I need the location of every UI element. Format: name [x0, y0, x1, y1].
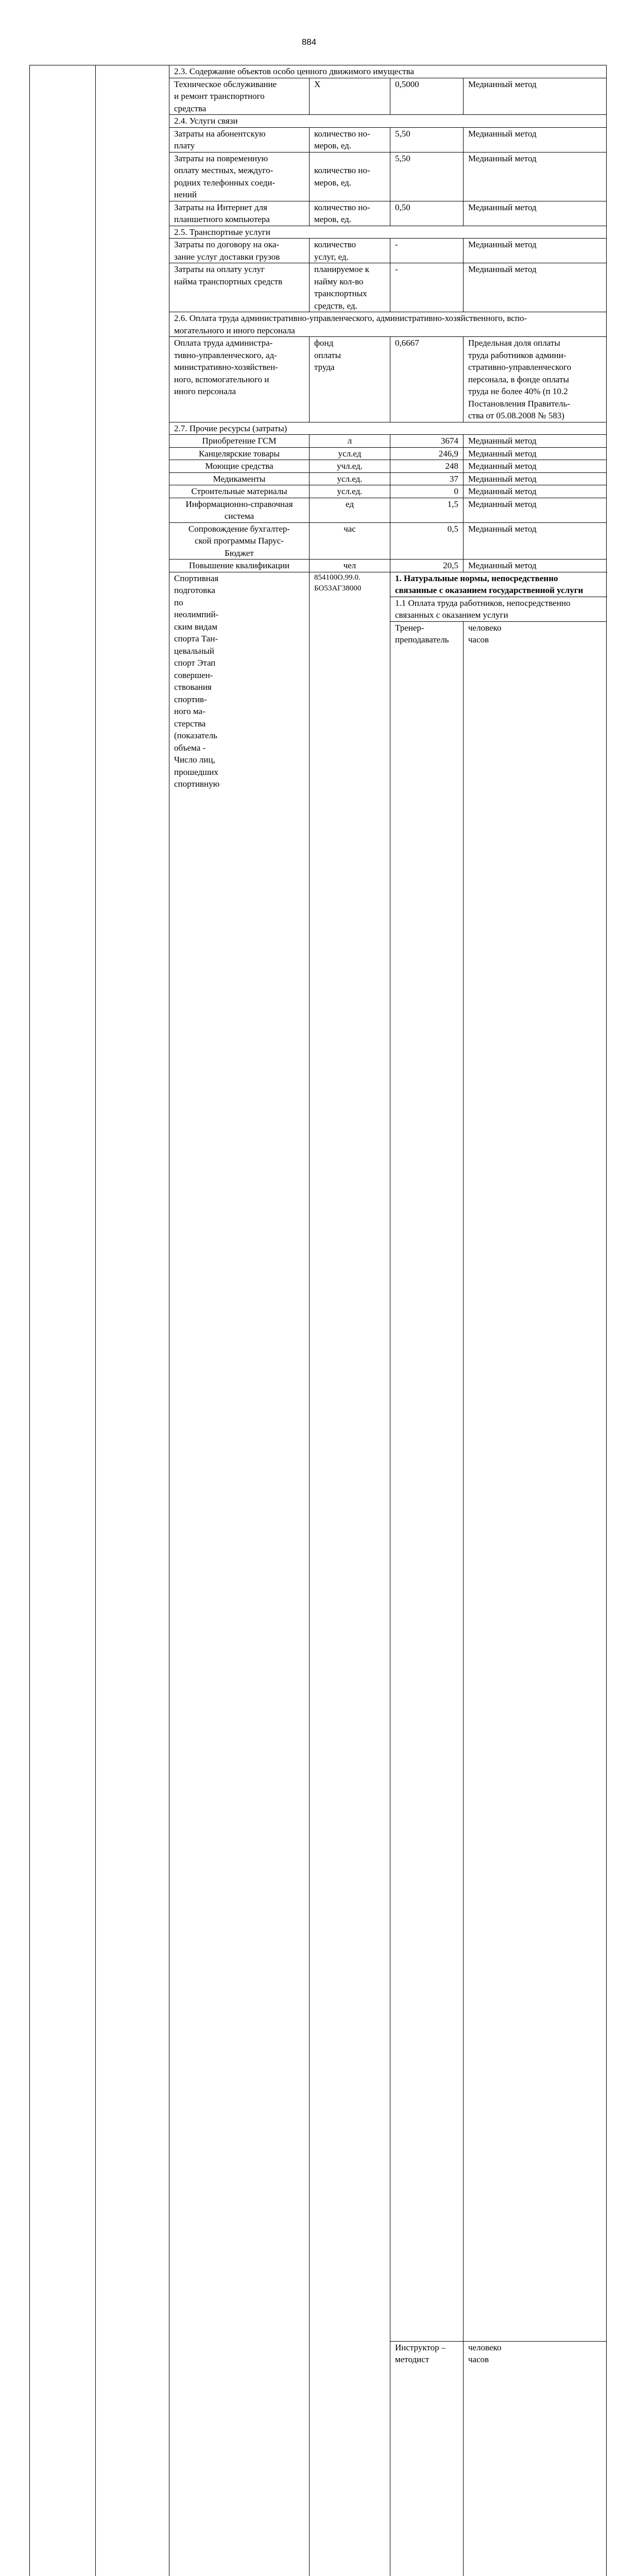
service-code: 854100О.99.0. БО53АГ38000	[310, 572, 390, 2576]
service-code-cell-empty	[96, 65, 169, 2576]
service-name: Спортивная подготовка по неолимпий- ским видам спорта Тан- цевальный спорт Этап совершен- ствования спортив- ного ма- стерства (показатель объема - Число лиц, прошедших спортивную	[169, 572, 310, 2576]
section-2-6-heading: 2.6. Оплата труда административно-управленческого, административно-хозяйственного, вспо- могательного и иного персонала	[169, 312, 607, 337]
cost-unit: фонд оплаты труда	[310, 337, 390, 422]
cost-value: -	[390, 263, 464, 312]
norms-table	[29, 65, 607, 2576]
cost-unit: количество но- меров, ед.	[310, 152, 390, 201]
cost-unit: ед	[310, 498, 390, 522]
page-number: 884	[0, 37, 618, 47]
cost-name: Техническое обслуживание и ремонт транспортного средства	[169, 78, 310, 115]
cost-value: 0,5	[390, 522, 464, 560]
section-2-4-heading: 2.4. Услуги связи	[169, 115, 607, 128]
cost-value: 37	[390, 472, 464, 485]
cost-name: Тренер-преподаватель	[390, 621, 464, 2341]
cost-value: 5,50	[390, 127, 464, 152]
cost-unit: усл.ед.	[310, 472, 390, 485]
cost-value: 5,50	[390, 152, 464, 201]
cost-method: Предельная доля оплаты труда работников админи- стративно-управленческого персонала, в фонде оплаты труда не более 40% (п 10.2 Постановления Правитель- ства от 05.08.2008 № 583)	[464, 337, 607, 422]
cost-unit: человеко часов	[464, 621, 607, 2341]
cost-value: 0,5000	[390, 78, 464, 115]
cost-value: 0,50	[390, 201, 464, 226]
cost-name: Инструктор – методист	[390, 2341, 464, 2576]
section-2-7-heading: 2.7. Прочие ресурсы (затраты)	[169, 422, 607, 435]
cost-value: 248	[390, 460, 464, 473]
cost-method: Медианный метод	[464, 78, 607, 115]
cost-name: Приобретение ГСМ	[169, 435, 310, 448]
cost-name: Сопровождение бухгалтер- ской программы Парус- Бюджет	[169, 522, 310, 560]
cost-method: Медианный метод	[464, 560, 607, 572]
cost-name: Строительные материалы	[169, 485, 310, 498]
cost-method: Медианный метод	[464, 127, 607, 152]
cost-unit: усл.ед.	[310, 485, 390, 498]
cost-name: Затраты на повременную оплату местных, междуго- родних телефонных соеди- нений	[169, 152, 310, 201]
cost-unit: чел	[310, 560, 390, 572]
cost-value: 0,6667	[390, 337, 464, 422]
section-2-3-heading: 2.3. Содержание объектов особо ценного движимого имущества	[169, 65, 607, 78]
section-1-heading: 1. Натуральные нормы, непосредственно связанные с оказанием государственной услуги	[390, 572, 607, 597]
cost-name: Затраты на Интернет для планшетного компьютера	[169, 201, 310, 226]
cost-name: Повышение квалификации	[169, 560, 310, 572]
cost-name: Оплата труда администра- тивно-управленческого, ад- министративно-хозяйствен- ного, вспомогательного и иного персонала	[169, 337, 310, 422]
cost-method: Медианный метод	[464, 460, 607, 473]
cost-method: Медианный метод	[464, 239, 607, 263]
cost-name: Информационно-справочная система	[169, 498, 310, 522]
cost-value: 246,9	[390, 447, 464, 460]
section-2-5-heading: 2.5. Транспортные услуги	[169, 226, 607, 239]
cost-method: Медианный метод	[464, 522, 607, 560]
section-1-1-heading: 1.1 Оплата труда работников, непосредственно связанных с оказанием услуги	[390, 597, 607, 621]
cost-value: 0	[390, 485, 464, 498]
cost-value: 3674	[390, 435, 464, 448]
cost-unit: час	[310, 522, 390, 560]
cost-name: Затраты по договору на ока- зание услуг доставки грузов	[169, 239, 310, 263]
table-row	[30, 65, 607, 78]
cost-name: Моющие средства	[169, 460, 310, 473]
cost-unit: количество но- меров, ед.	[310, 201, 390, 226]
cost-name: Затраты на оплату услуг найма транспортных средств	[169, 263, 310, 312]
cost-value: 1,5	[390, 498, 464, 522]
cost-method: Медианный метод	[464, 263, 607, 312]
cost-name: Канцелярские товары	[169, 447, 310, 460]
cost-unit: учл.ед.	[310, 460, 390, 473]
cost-value: -	[390, 239, 464, 263]
service-name-cell-empty	[30, 65, 96, 2576]
cost-value: 20,5	[390, 560, 464, 572]
cost-method: Медианный метод	[464, 152, 607, 201]
cost-method: Медианный метод	[464, 447, 607, 460]
cost-unit: Х	[310, 78, 390, 115]
cost-method: Медианный метод	[464, 498, 607, 522]
cost-method: Медианный метод	[464, 435, 607, 448]
cost-name: Затраты на абонентскую плату	[169, 127, 310, 152]
cost-unit: планируемое к найму кол-во транспортных средств, ед.	[310, 263, 390, 312]
cost-unit: усл.ед	[310, 447, 390, 460]
cost-method: Медианный метод	[464, 485, 607, 498]
cost-method: Медианный метод	[464, 201, 607, 226]
cost-unit: человеко часов	[464, 2341, 607, 2576]
cost-method: Медианный метод	[464, 472, 607, 485]
cost-unit: количество услуг, ед.	[310, 239, 390, 263]
cost-unit: количество но- меров, ед.	[310, 127, 390, 152]
cost-name: Медикаменты	[169, 472, 310, 485]
cost-unit: л	[310, 435, 390, 448]
